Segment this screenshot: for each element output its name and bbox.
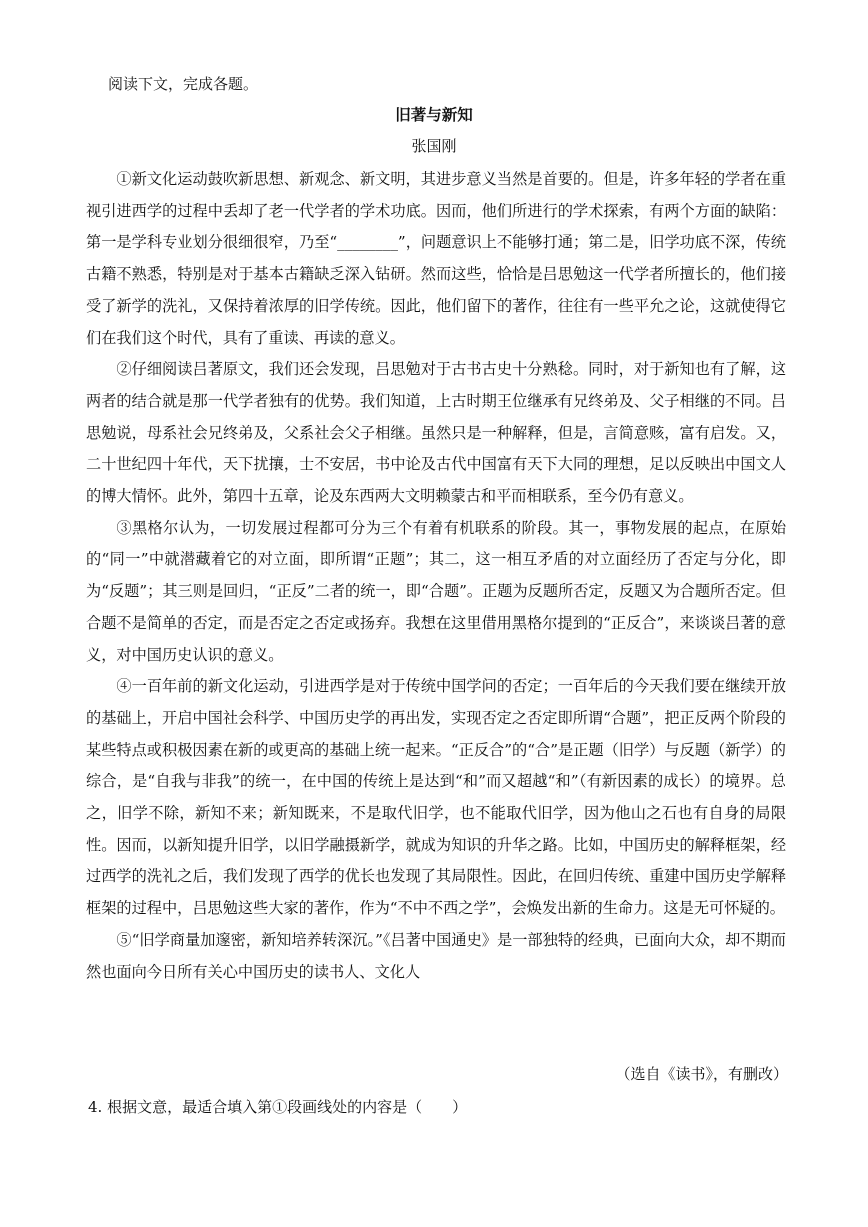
article-title: 旧著与新知 [395, 106, 473, 124]
paragraph-2: ②仔细阅读吕著原文，我们还会发现，吕思勉对于古书古史十分熟稔。同时，对于新知也有了解，这两者的结合就是那一代学者独有的优势。我们知道，上古时期王位继承有兄终弟及、父子相继的不同。吕思勉说，母系社会兄终弟及，父系社会父子相继。虽然只是一种解释，但是，言简意赅，富有启发。又，二十世纪四十年代，天下扰攘，士不安居，书中论及古代中国富有天下大同的理想，足以反映出中国文人的博大情怀。此外，第四十五章，论及东西两大文明赖蒙古和平而相联系，至今仍有意义。 [86, 360, 786, 506]
source-note: （选自《读书》，有删改） [615, 1065, 788, 1083]
question-4: 4. 根据文意，最适合填入第①段画线处的内容是（ ） [88, 1098, 468, 1116]
paragraph-3: ③黑格尔认为，一切发展过程都可分为三个有着有机联系的阶段。其一，事物发展的起点，在原始的“同一”中就潜藏着它的对立面，即所谓“正题”；其二，这一相互矛盾的对立面经历了否定与分化，即为“反题”；其三则是回归，“正反”二者的统一，即“合题”。正题为反题所否定，反题又为合题所否定。但合题不是简单的否定，而是否定之否定或扬弃。我想在这里借用黑格尔提到的“正反合”，来谈谈吕著的意义，对中国历史认识的意义。 [86, 518, 786, 664]
paragraph-1: ①新文化运动鼓吹新思想、新观念、新文明，其进步意义当然是首要的。但是，许多年轻的学者在重视引进西学的过程中丢却了老一代学者的学术功底。因而，他们所进行的学术探索，有两个方面的缺陷：第一是学科专业划分很细很窄，乃至“________”，问题意识上不能够打通；第二是，旧学功底不深，传统古籍不熟悉，特别是对于基本古籍缺乏深入钻研。然而这些，恰恰是吕思勉这一代学者所擅长的，他们接受了新学的洗礼，又保持着浓厚的旧学传统。因此，他们留下的著作，往往有一些平允之论，这就使得它们在我们这个时代，具有了重读、再读的意义。 [86, 170, 786, 347]
paragraph-4: ④一百年前的新文化运动，引进西学是对于传统中国学问的否定；一百年后的今天我们要在继续开放的基础上，开启中国社会科学、中国历史学的再出发，实现否定之否定即所谓“合题”，把正反两个阶段的某些特点或积极因素在新的或更高的基础上统一起来。“正反合”的“合”是正题（旧学）与反题（新学）的综合，是“自我与非我”的统一，在中国的传统上是达到“和”而又超越“和”（有新因素的成长）的境界。总之，旧学不除，新知不来；新知既来，不是取代旧学，也不能取代旧学，因为他山之石也有自身的局限性。因而，以新知提升旧学，以旧学融摄新学，就成为知识的升华之路。比如，中国历史的解释框架，经过西学的洗礼之后，我们发现了西学的优长也发现了其局限性。因此，在回归传统、重建中国历史学解释框架的过程中，吕思勉这些大家的著作，作为“不中不西之学”，会焕发出新的生命力。这是无可怀疑的。 [86, 677, 786, 918]
article-body [86, 164, 786, 988]
paragraph-5: ⑤“旧学商量加邃密，新知培养转深沉。”《吕著中国通史》是一部独特的经典，已面向大众，却不期而然也面向今日所有关心中国历史的读书人、文化人 [86, 930, 786, 981]
article-author: 张国刚 [411, 137, 457, 155]
reading-instruction: 阅读下文，完成各题。 [108, 75, 259, 93]
